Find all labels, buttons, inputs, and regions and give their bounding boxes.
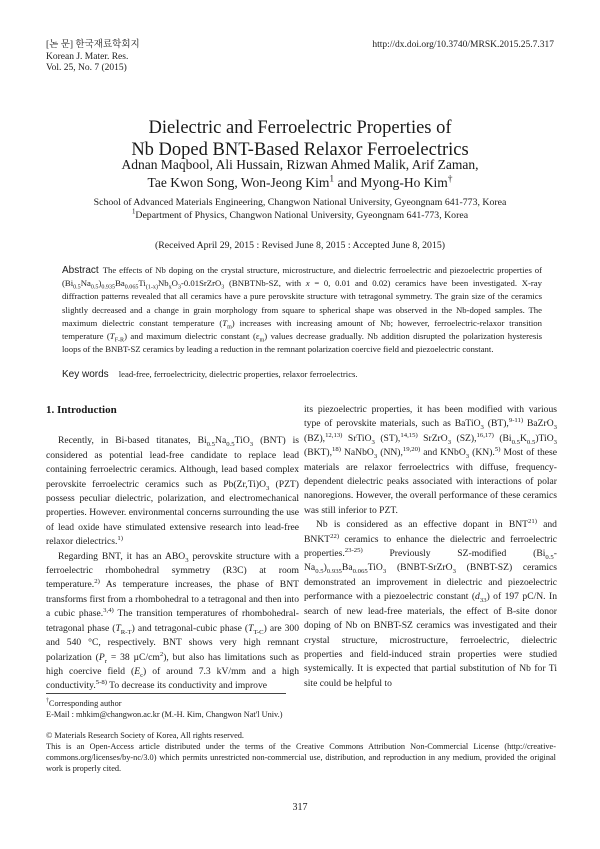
abstract: Abstract The effects of Nb doping on the crystal structure, microstructure, and dielectric ferroelectric and piezoelectric properties of $(Bi_{0.5}Na_{0.5})_{0.935}Ba_{0.065}Ti_{(1-x)}Nb_xO_3-0.01SrZrO_3$ (BNBTNb-SZ, with x = 0, 0.01 and 0.02) ceramics have been investigated. X-ray diffraction patterns revealed that all ceramics have a pure perovskite structure with tetragonal symmetry. The grain size of the ceramics slightly decreased and a change in grain morphology from square to spherical shape was observed in the Nb-doped samples. The maximum dielectric constant temperature $(T_m)$ increases with increasing amount of Nb; however, ferroelectric-relaxor transition temperature $(T_{F-R})$ and maximum dielectric constant $(\varepsilon_m)$ values decrease gradually. Nb addition disrupted the polarization hysteresis loops of the BNBT-SZ ceramics by leading a reduction in the remnant polarization coercive field and piezoelectric constant. [62,265,543,355]
corresponding-author-note: †Corresponding author [46,698,122,708]
page-number: 317 [292,802,308,813]
authors-line-1: Adnan Maqbool, Ali Hussain, Rizwan Ahmed Malik, Arif Zaman, [121,157,479,172]
copyright-notice: © Materials Research Society of Korea, All rights reserved. [46,730,244,740]
received-dates: (Received April 29, 2015 : Revised June 8, 2015 : Accepted June 8, 2015) [154,240,446,251]
keywords-text: lead-free, ferroelectricity, dielectric properties, relaxor ferroelectrics. [118,369,358,379]
corresponding-email: E-Mail : mhkim@changwon.ac.kr (M.-H. Kim, Changwon Nat'l Univ.) [46,710,283,720]
right-column [304,403,557,691]
footnote-divider [46,693,286,694]
authors-line-2: Tae Kwon Song, Won-Jeong Kim$^1$ and Myong-Ho Kim† [147,174,453,190]
affiliation-2: $^1$Department of Physics, Changwon National University, Gyeongnam 641-773, Korea [131,208,469,221]
journal-name-korean: [논 문] 한국재료학회지 [46,40,140,50]
doi-link[interactable]: http://dx.doi.org/10.3740/MRSK.2015.25.7.317 [372,40,554,50]
intro-paragraph-2: Regarding BNT, it has an $ABO_3$ perovskite structure with a ferroelectric rhombohedral symmetry (R3C) at room temperature.$^{2)}$ As temperature increases, the phase of BNT transforms first from a rhombohedral to a tetragonal and then into a cubic phase.$^{3,4)}$ The transition temperatures of rhombohedral-tetragonal phase $(T_{R-T})$ and tetragonal-cubic phase $(T_{T-C})$ are 300 and 540 °C, respectively. BNT shows very high remnant polarization ($P_r = 38$ $\mu C/cm^2$), but also has limitations such as high coercive field $(E_c)$ of around 7.3 kV/mm and a high conductivity.$^{5-8)}$ To decrease its conductivity and improve [46,550,300,692]
journal-volume: Vol. 25, No. 7 (2015) [46,63,127,73]
affiliations [0,196,600,222]
keywords [62,369,542,380]
abstract-label: Abstract [62,265,99,276]
title-line-2: Nb Doped BNT-Based Relaxor Ferroelectrics [131,140,469,160]
intro-paragraph-3: its piezoelectric properties, it has been modified with various type of perovskite materials, such as BaTiO$_3$ (BT),$^{9-11)}$ BaZrO$_3$ (BZ),$^{12,13)}$ SrTiO$_3$ (ST),$^{14,15)}$ SrZrO$_3$ (SZ),$^{16,17)}$ $(Bi_{0.5}K_{0.5})TiO_3$ (BKT),$^{18)}$ NaNbO$_3$ (NN),$^{19,20)}$ and KNbO$_3$ (KN).$^{5)}$ Most of these materials are relaxor ferroelectrics with diffuse, frequency-dependent dielectric peaks associated with interactions of polar nanoregions. However, the overall performance of these ceramics was still inferior to PZT. [304,404,557,516]
intro-paragraph-4: Nb is considered as an effective dopant in BNT$^{21)}$ and BNKT$^{22)}$ ceramics to enhance the dielectric and ferroelectric properties.$^{23-25)}$ Previously SZ-modified $(Bi_{0.5}-Na_{0.5})_{0.935}Ba_{0.065}TiO_3$ (BNBT-SrZrO$_3$ (BNBT-SZ) ceramics demonstrated an improvement in dielectric and piezoelectric performance with a piezoelectric constant $(d_{33})$ of 197 pC/N. In search of new lead-free materials, the effect of B-site donor doping of Nb on BNBT-SZ ceramics was investigated and their crystal structure, microstructure, ferroelectric, dielectric properties and field-induced strain properties were studied systemically. It is expected that partial substitution of Nb for Ti site could be helpful to [304,518,557,689]
footnotes [46,698,556,775]
section-heading-introduction: 1. Introduction [46,404,117,416]
affiliation-1: School of Advanced Materials Engineering, Changwon National University, Gyeongnam 641-773, Korea [93,197,507,208]
journal-header [46,40,140,75]
corresponding-dagger: † [447,174,453,185]
author-list [0,156,600,192]
license-notice: This is an Open-Access article distributed under the terms of the Creative Commons Attribution Non-Commercial License (http://creative-commons.org/licenses/by-nc/3.0) which permits unrestricted non-commercial use, distribution, and reproduction in any medium, provided the original work is properly cited. [46,741,556,774]
keywords-label: Key words [62,369,109,380]
left-column [46,403,299,694]
journal-name-english: Korean J. Mater. Res. [46,51,129,62]
title-line-1: Dielectric and Ferroelectric Properties of [148,118,452,138]
paper-title [0,117,600,161]
intro-paragraph-1: Recently, in Bi-based titanates, $Bi_{0.5}Na_{0.5}TiO_3$ (BNT) is considered as potential lead-free candidate to replace lead containing ferroelectric ceramics. Although, lead based complex perovskite ferroelectric ceramics such as $Pb(Zr,Ti)O_3$ (PZT) possess peculiar dielectric, polarization, and electromechanical properties. However. environmental concerns surrounding the use of lead oxide have stimulated extensive research into lead-free relaxor dielectrics.$^{1)}$ [46,435,299,548]
